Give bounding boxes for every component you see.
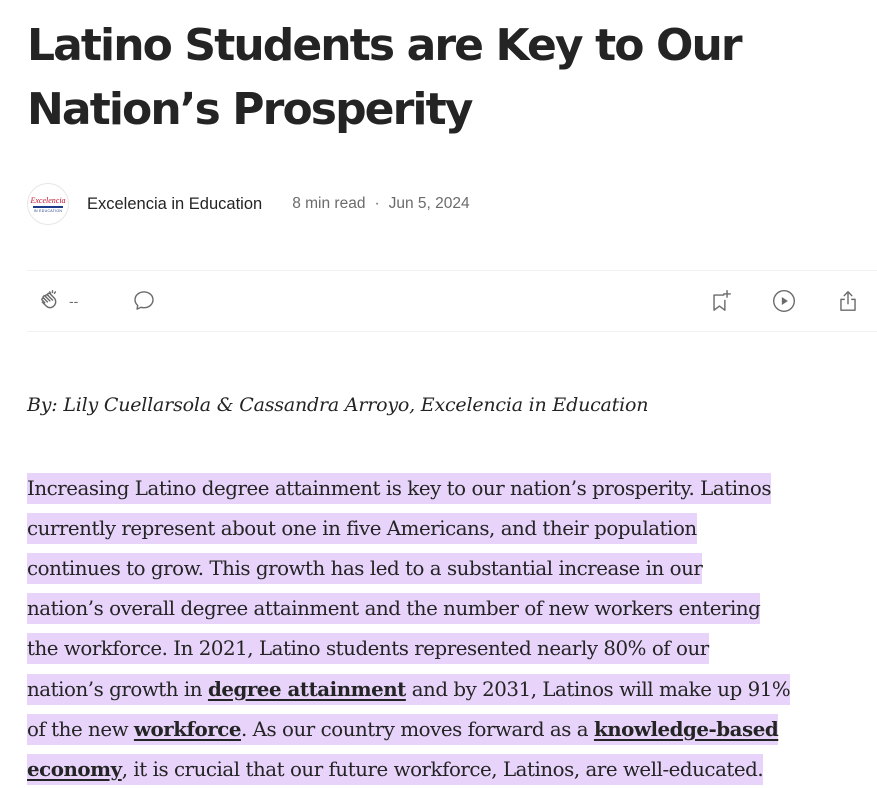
highlighted-text: currently represent about one in five Americans, and their population — [27, 513, 697, 544]
avatar[interactable] — [27, 183, 69, 225]
highlighted-text: nation’s overall degree attainment and the number of new workers entering — [27, 593, 760, 624]
share-icon — [835, 288, 861, 314]
paragraph-line — [27, 549, 877, 589]
avatar-logo-subtext: IN EDUCATION — [33, 208, 63, 213]
title-line-2: Nation’s Prosperity — [27, 84, 472, 135]
avatar-logo-text: Excelencia — [30, 195, 66, 205]
text-segment: of the new — [27, 718, 134, 741]
highlighted-text: continues to grow. This growth has led to a substantial increase in our — [27, 553, 702, 584]
article-meta — [292, 195, 469, 213]
paragraph-line — [27, 629, 877, 669]
knowledge-based-economy-link[interactable]: knowledge-based — [593, 717, 779, 741]
article-title — [27, 14, 867, 142]
highlighted-text: the workforce. In 2021, Latino students represented nearly 80% of our — [27, 633, 709, 664]
knowledge-based-economy-link-cont[interactable]: economy — [27, 757, 122, 781]
text-segment: . As our country moves forward as a — [240, 718, 594, 741]
paragraph-line — [27, 669, 877, 709]
degree-attainment-link[interactable]: degree attainment — [207, 677, 406, 701]
play-icon — [771, 288, 797, 314]
title-line-1: Latino Students are Key to Our — [27, 20, 741, 71]
article-paragraph — [27, 469, 877, 788]
highlighted-text: Increasing Latino degree attainment is key to our nation’s prosperity. Latinos — [27, 473, 771, 504]
highlighted-text — [27, 714, 778, 745]
meta-separator: · — [374, 195, 380, 212]
paragraph-line — [27, 469, 877, 509]
paragraph-line — [27, 749, 877, 788]
clap-icon — [37, 288, 63, 314]
paragraph-line — [27, 509, 877, 549]
text-segment: , it is crucial that our future workforce, Latinos, are well-educated. — [121, 758, 764, 781]
text-segment: and by 2031, Latinos will make up 91% — [405, 678, 791, 701]
comment-icon — [131, 288, 157, 314]
author-row — [27, 183, 470, 225]
listen-button[interactable] — [771, 271, 797, 331]
action-bar — [27, 270, 877, 332]
author-name-link[interactable]: Excelencia in Education — [87, 194, 263, 213]
clap-button[interactable] — [37, 271, 78, 331]
workforce-link[interactable]: workforce — [133, 717, 241, 741]
comment-button[interactable] — [131, 271, 157, 331]
read-time: 8 min read — [292, 195, 366, 212]
highlighted-text — [27, 754, 763, 785]
avatar-logo-bar — [33, 206, 63, 208]
paragraph-line — [27, 589, 877, 629]
save-button[interactable] — [707, 271, 733, 331]
share-button[interactable] — [835, 271, 861, 331]
clap-count: -- — [69, 293, 79, 309]
highlighted-text — [27, 674, 790, 705]
paragraph-line — [27, 709, 877, 749]
byline: By: Lily Cuellarsola & Cassandra Arroyo, Excelencia in Education — [27, 394, 649, 416]
bookmark-add-icon — [707, 288, 733, 314]
publish-date: Jun 5, 2024 — [388, 195, 470, 212]
text-segment: nation’s growth in — [27, 678, 208, 701]
